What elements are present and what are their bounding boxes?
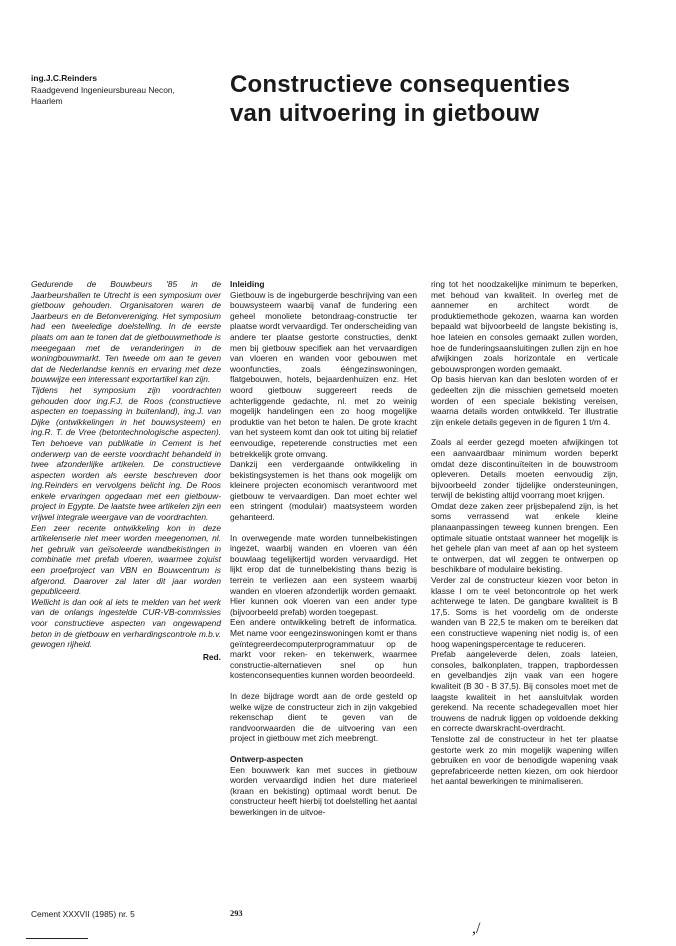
body-paragraph: Verder zal de constructeur kiezen voor beton in klasse I om te veel betoncontrole op het werk achterwege te laten. De gangbare kwaliteit is B 17,5. Soms is het voordelig om de onderste wanden van B 22,5 te maken om te bereiken dat een constructieve wapening niet nodig is, of een hoog wapeningspercentage te reduceren. bbox=[431, 575, 618, 649]
body-paragraph: Prefab aangeleverde delen, zoals lateien, consoles, balkonplaten, trappen, trapbordessen en gevelbandjes zijn vaak van een hogere kwaliteit (B 30 - B 37,5). Bij consoles moet met de laagste kwaliteit in het aansluitvlak worden gerekend. Na recente schadegevallen moet hier trouwens de nadruk liggen op voldoende dekking en correcte dwarskracht-overdracht. bbox=[431, 649, 618, 734]
body-paragraph: Op basis hiervan kan dan besloten worden of er gedeelten zijn die misschien gemetseld moeten worden of een speciale bekisting vereisen, waarna details worden ontwikkeld. Ter illustratie zijn enkele details gegeven in de figuren 1 t/m 4. bbox=[431, 374, 618, 427]
author-block bbox=[31, 73, 211, 108]
stray-mark: ,/ bbox=[472, 920, 481, 937]
title-line-2: van uitvoering in gietbouw bbox=[230, 100, 540, 127]
body-paragraph: Een bouwwerk kan met succes in gietbouw worden vervaardigd indien het dure materieel (kraan en bekisting) optimaal wordt benut. De constructeur heeft hierbij tot doelstelling het aantal bewerkingen in de uitvoe- bbox=[230, 764, 417, 817]
intro-paragraph: Wellicht is dan ook al iets te melden van het werk van de onlangs ingestelde CUR-VB-commissies voor constructieve aspecten van ongewapend beton in de gietbouw en verhardingscontrole m.b.v. gewogen rijheid. bbox=[31, 596, 221, 650]
author-name: ing.J.C.Reinders bbox=[31, 73, 98, 83]
author-city: Haarlem bbox=[31, 96, 63, 106]
body-paragraph: ring tot het noodzakelijke minimum te beperken, met behoud van kwaliteit. In overleg met de aannemer en architect wordt de produktiemethode gekozen, waarna kan worden bepaald wat bijvoorbeeld de langste bekisting is, hoe lateien en consoles gemaakt zullen worden, hoe de funderingsaansluitingen zullen zijn en hoe afwijkingen zoals horizontale en verticale gebouwsprongen worden gemaakt. bbox=[431, 279, 618, 374]
body-paragraph: Dankzij een verdergaande ontwikkeling in bekistingsystemen is het thans ook mogelijk om kleinere projecten economisch verantwoord met gietbouw te vervaardigen. Dan moet echter wel een stringent (modulair) maatsysteem worden gehanteerd. bbox=[230, 459, 417, 523]
body-paragraph: Een andere ontwikkeling betreft de informatica. Met name voor eengezinswoningen komt er thans geïntegreerdecomputerprogrammatuur op de markt voor reken- en tekenwerk, waarmee constructie-alternatieven snel op hun kostenconsequenties kunnen worden beoordeeld. bbox=[230, 617, 417, 681]
page-number: 293 bbox=[230, 909, 243, 918]
article-title bbox=[230, 70, 660, 128]
body-column-1 bbox=[230, 279, 417, 818]
section-heading-ontwerp: Ontwerp-aspecten bbox=[230, 753, 304, 764]
footer-rule bbox=[26, 938, 88, 939]
body-column-2 bbox=[431, 279, 618, 787]
intro-paragraph: Gedurende de Bouwbeurs '85 in de Jaarbeurshallen te Utrecht is een symposium over gietbouw gehouden. Organisatoren waren de Jaarbeurs en de Betonvereniging. Het symposium had een tweeledige doelstelling. In de eerste plaats om aan te tonen dat de gietbouwmethode is meegegaan met de veranderingen in de woningbouwmarkt. Ten tweede om aan te geven dat de Nederlandse kennis en ervaring met deze bouwwijze een interessant exportartikel kan zijn. bbox=[31, 279, 221, 385]
intro-paragraph: Een zeer recente ontwikkeling kon in deze artikelenserie niet meer worden meegenomen, nl. het gebruik van geïsoleerde wandbekistingen in combinatie met prefab vloeren, waarmee zojuist een proefproject van VBN en Bouwcentrum is afgerond. Daarover zal later dit jaar worden gepubliceerd. bbox=[31, 522, 221, 597]
journal-footer: Cement XXXVII (1985) nr. 5 bbox=[31, 909, 135, 919]
title-line-1: Constructieve consequenties bbox=[230, 71, 571, 98]
editorial-signature: Red. bbox=[202, 651, 221, 662]
intro-column bbox=[31, 279, 221, 662]
section-heading-inleiding: Inleiding bbox=[230, 279, 265, 289]
body-paragraph: Omdat deze zaken zeer prijsbepalend zijn, is het soms verrassend wat enkele kleine planaanpassingen teweeg kunnen brengen. Een optimale situatie ontstaat wanneer het mogelijk is het gehele plan van meet af aan op het systeem te ontwerpen, dat wil zeggen te ontwerpen op beschikbare of modulaire bekisting. bbox=[431, 500, 618, 575]
author-affiliation: Raadgevend Ingenieursbureau Necon, bbox=[31, 84, 175, 95]
body-paragraph: Tenslotte zal de constructeur in het ter plaatse gestorte werk zo min mogelijk wapening willen gebruiken en voor de benodigde wapening vaak geprefabriceerde netten kiezen, om ook hierdoor het aantal bewerkingen te minimaliseren. bbox=[431, 733, 618, 787]
body-paragraph: In deze bijdrage wordt aan de orde gesteld op welke wijze de constructeur zich in zijn vakgebied rekenschap dient te geven van de randvoorwaarden die de uitvoering van een project in gietbouw met zich meebrengt. bbox=[230, 690, 417, 744]
body-paragraph: Gietbouw is de ingeburgerde beschrijving van een bouwsysteem waarbij vanaf de fundering een geheel monoliete betondraag-constructie ter plaatse wordt vervaardigd. Ter onderscheiding van andere ter plaatse gestorte constructies, denkt men bij gietbouw specifiek aan het vervaardigen van vloeren en wanden voor gebouwen met woonfuncties, zoals ééngezinswoningen, flatgebouwen, hotels, bejaardenhuizen enz. Het woord gietbouw suggereert reeds de achterliggende gedachte, nl. met zo weinig mogelijk handelingen een zo hoog mogelijke produktie van het beton te halen. De grote kracht van het systeem komt dan ook tot uiting bij relatief eenvoudige, repeterende constructies met een betrekkelijk grote omvang. bbox=[230, 289, 417, 459]
intro-paragraph: Tijdens het symposium zijn voordrachten gehouden door ing.F.J. de Roos (constructieve aspecten en toepassing in buitenland), ing.J. van Dijke (ontwikkelingen in het bouwsysteem) en ing.R. T. de Vree (betontechnologische aspecten). Ten behoeve van publikatie in Cement is het onderwerp van de eerste voordracht behandeld in twee afzonderlijke artikelen. De constructieve aspecten worden als eerste beschreven door ing.Reinders en vervolgens belicht ing. De Roos enkele ervaringen opgedaan met een gietbouw-project in Egypte. De laatste twee artikelen zijn een vrijwel integrale weergave van de voordrachten. bbox=[31, 384, 221, 523]
body-paragraph: In overwegende mate worden tunnelbekistingen ingezet, waarbij wanden en vloeren van één bouwlaag tegelijkertijd worden vervaardigd. Het lijkt erop dat de tunnelbekisting thans bezig is terrein te verliezen aan een systeem waarbij wanden en vloeren afzonderlijk worden gemaakt. Hier kunnen ook vloeren van een ander type (bijvoorbeeld prefab) worden toegepast. bbox=[230, 532, 417, 617]
body-paragraph: Zoals al eerder gezegd moeten afwijkingen tot een aanvaardbaar minimum worden beperkt omdat deze discontinuïteiten in de bouwstroom opleveren. Details moeten eenvoudig zijn, bijvoorbeeld zonder tijdelijke ondersteuningen, terwijl de bekisting altijd voorrang moet krijgen. bbox=[431, 437, 618, 501]
